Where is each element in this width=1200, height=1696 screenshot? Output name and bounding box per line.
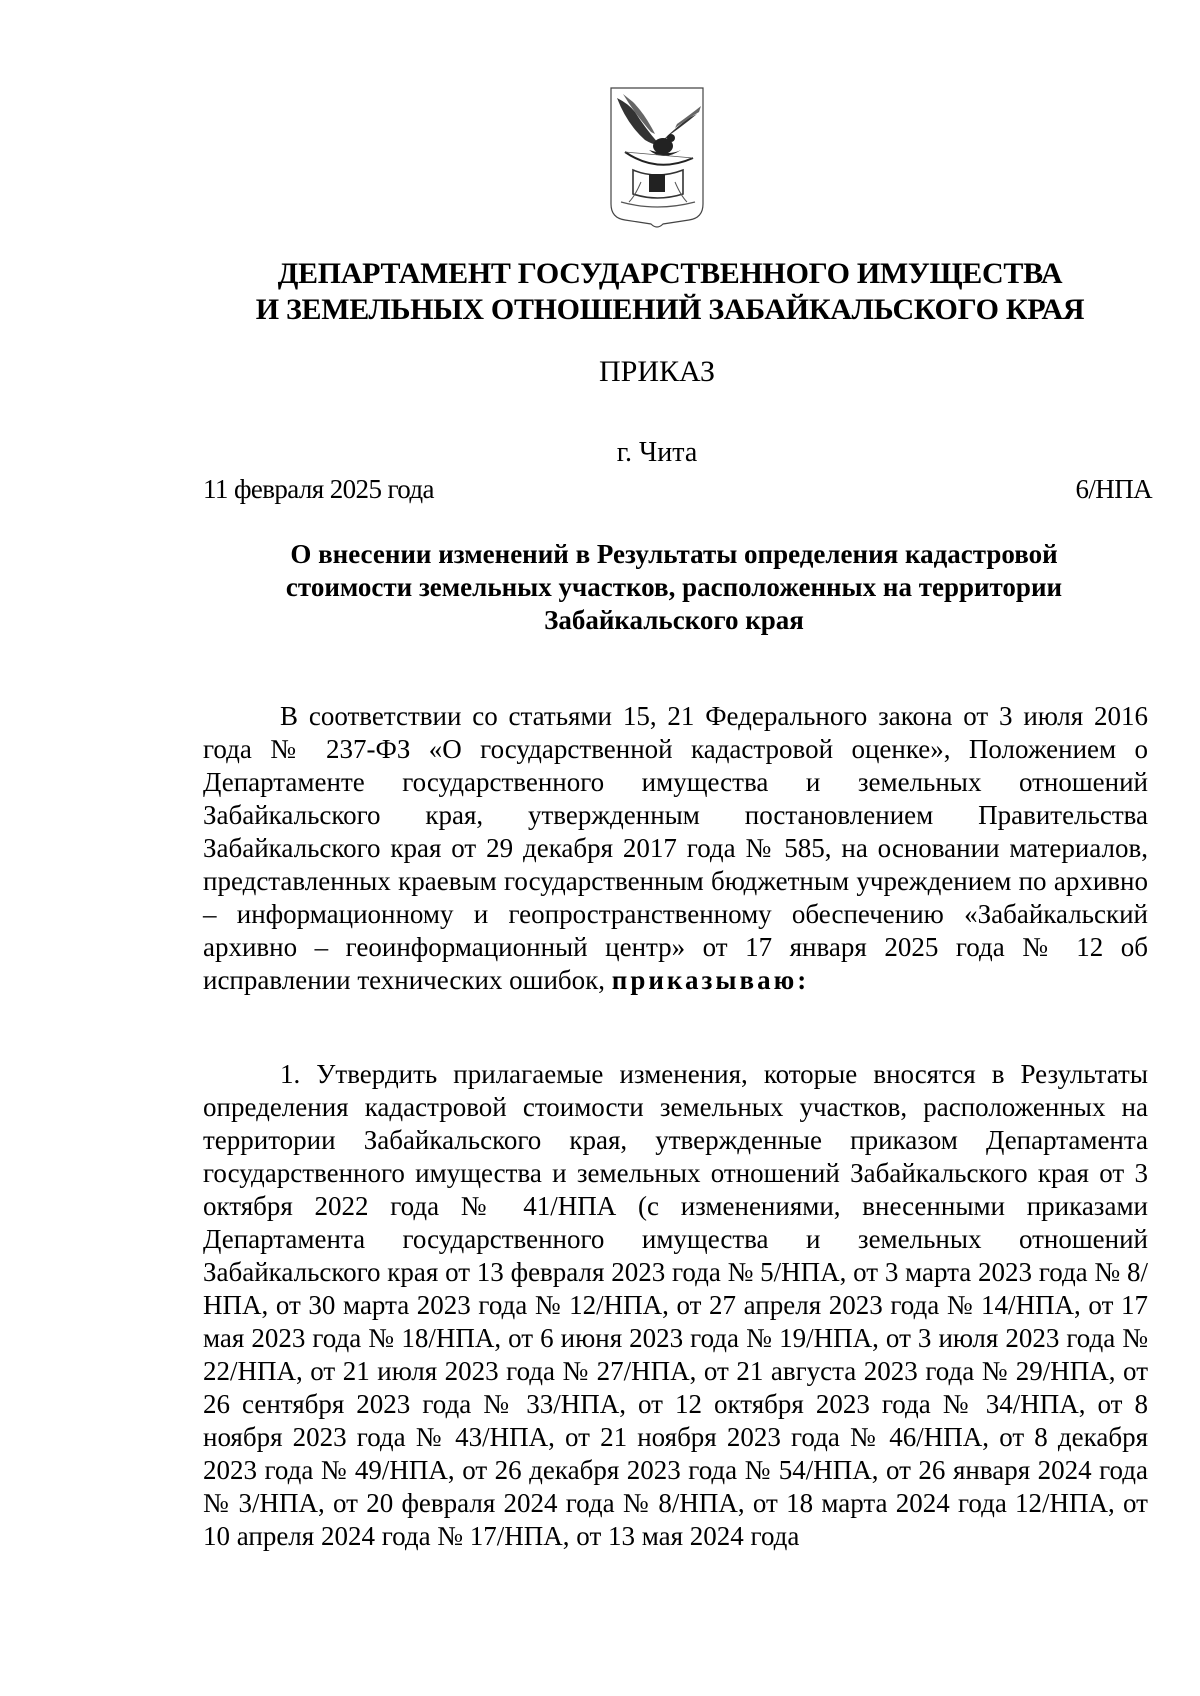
city: г. Чита: [616, 437, 698, 468]
subject-line-1: О внесении изменений в Результаты определения кадастровой: [290, 539, 1058, 569]
document-number: 6/НПА: [1075, 474, 1152, 504]
coat-of-arms-icon: [605, 84, 709, 230]
document-subject: [200, 538, 1148, 637]
organization-line-2: И ЗЕМЕЛЬНЫХ ОТНОШЕНИЙ ЗАБАЙКАЛЬСКОГО КРАЯ: [255, 293, 1085, 326]
subject-line-3: Забайкальского края: [544, 605, 804, 635]
item-1-paragraph: 1. Утвердить прилагаемые изменения, которые вносятся в Результаты определения кадастровой стоимости земельных участков, расположенных на территории Забайкальского края, утвержденные приказом Департамента государственного имущества и земельных отношений Забайкальского края от 3 октября 2022 года № 41/НПА (с изменениями, внесенными приказами Департамента государственного имущества и земельных отношений Забайкальского края от 13 февраля 2023 года № 5/НПА, от 3 марта 2023 года № 8/НПА, от 30 марта 2023 года № 12/НПА, от 27 апреля 2023 года № 14/НПА, от 17 мая 2023 года № 18/НПА, от 6 июня 2023 года № 19/НПА, от 3 июля 2023 года № 22/НПА, от 21 июля 2023 года № 27/НПА, от 21 августа 2023 года № 29/НПА, от 26 сентября 2023 года № 33/НПА, от 12 октября 2023 года № 34/НПА, от 8 ноября 2023 года № 43/НПА, от 21 ноября 2023 года № 46/НПА, от 8 декабря 2023 года № 49/НПА, от 26 декабря 2023 года № 54/НПА, от 26 января 2024 года № 3/НПА, от 20 февраля 2024 года № 8/НПА, от 18 марта 2024 года 12/НПА, от 10 апреля 2024 года № 17/НПА, от 13 мая 2024 года: [203, 1059, 1148, 1551]
document-date: 11 февраля 2025 года: [203, 474, 434, 504]
organization-line-1: ДЕПАРТАМЕНТ ГОСУДАРСТВЕННОГО ИМУЩЕСТВА: [277, 257, 1063, 290]
subject-line-2: стоимости земельных участков, расположенных на территории: [285, 572, 1063, 602]
organization-name: [200, 256, 1140, 328]
document-type: ПРИКАЗ: [599, 355, 715, 388]
order-word: приказываю:: [611, 965, 810, 995]
preamble-text: В соответствии со статьями 15, 21 Федерального закона от 3 июля 2016 года № 237-ФЗ «О государственной кадастровой оценке», Положением о Департаменте государственного имущества и земельных отношений Забайкальского края, утвержденным постановлением Правительства Забайкальского края от 29 декабря 2017 года № 585, на основании материалов, представленных краевым государственным бюджетным учреждением по архивно – информационному и геопространственному обеспечению «Забайкальский архивно – геоинформационный центр» от 17 января 2025 года № 12 об исправлении технических ошибок,: [203, 701, 1148, 995]
preamble-paragraph: [203, 700, 1148, 997]
